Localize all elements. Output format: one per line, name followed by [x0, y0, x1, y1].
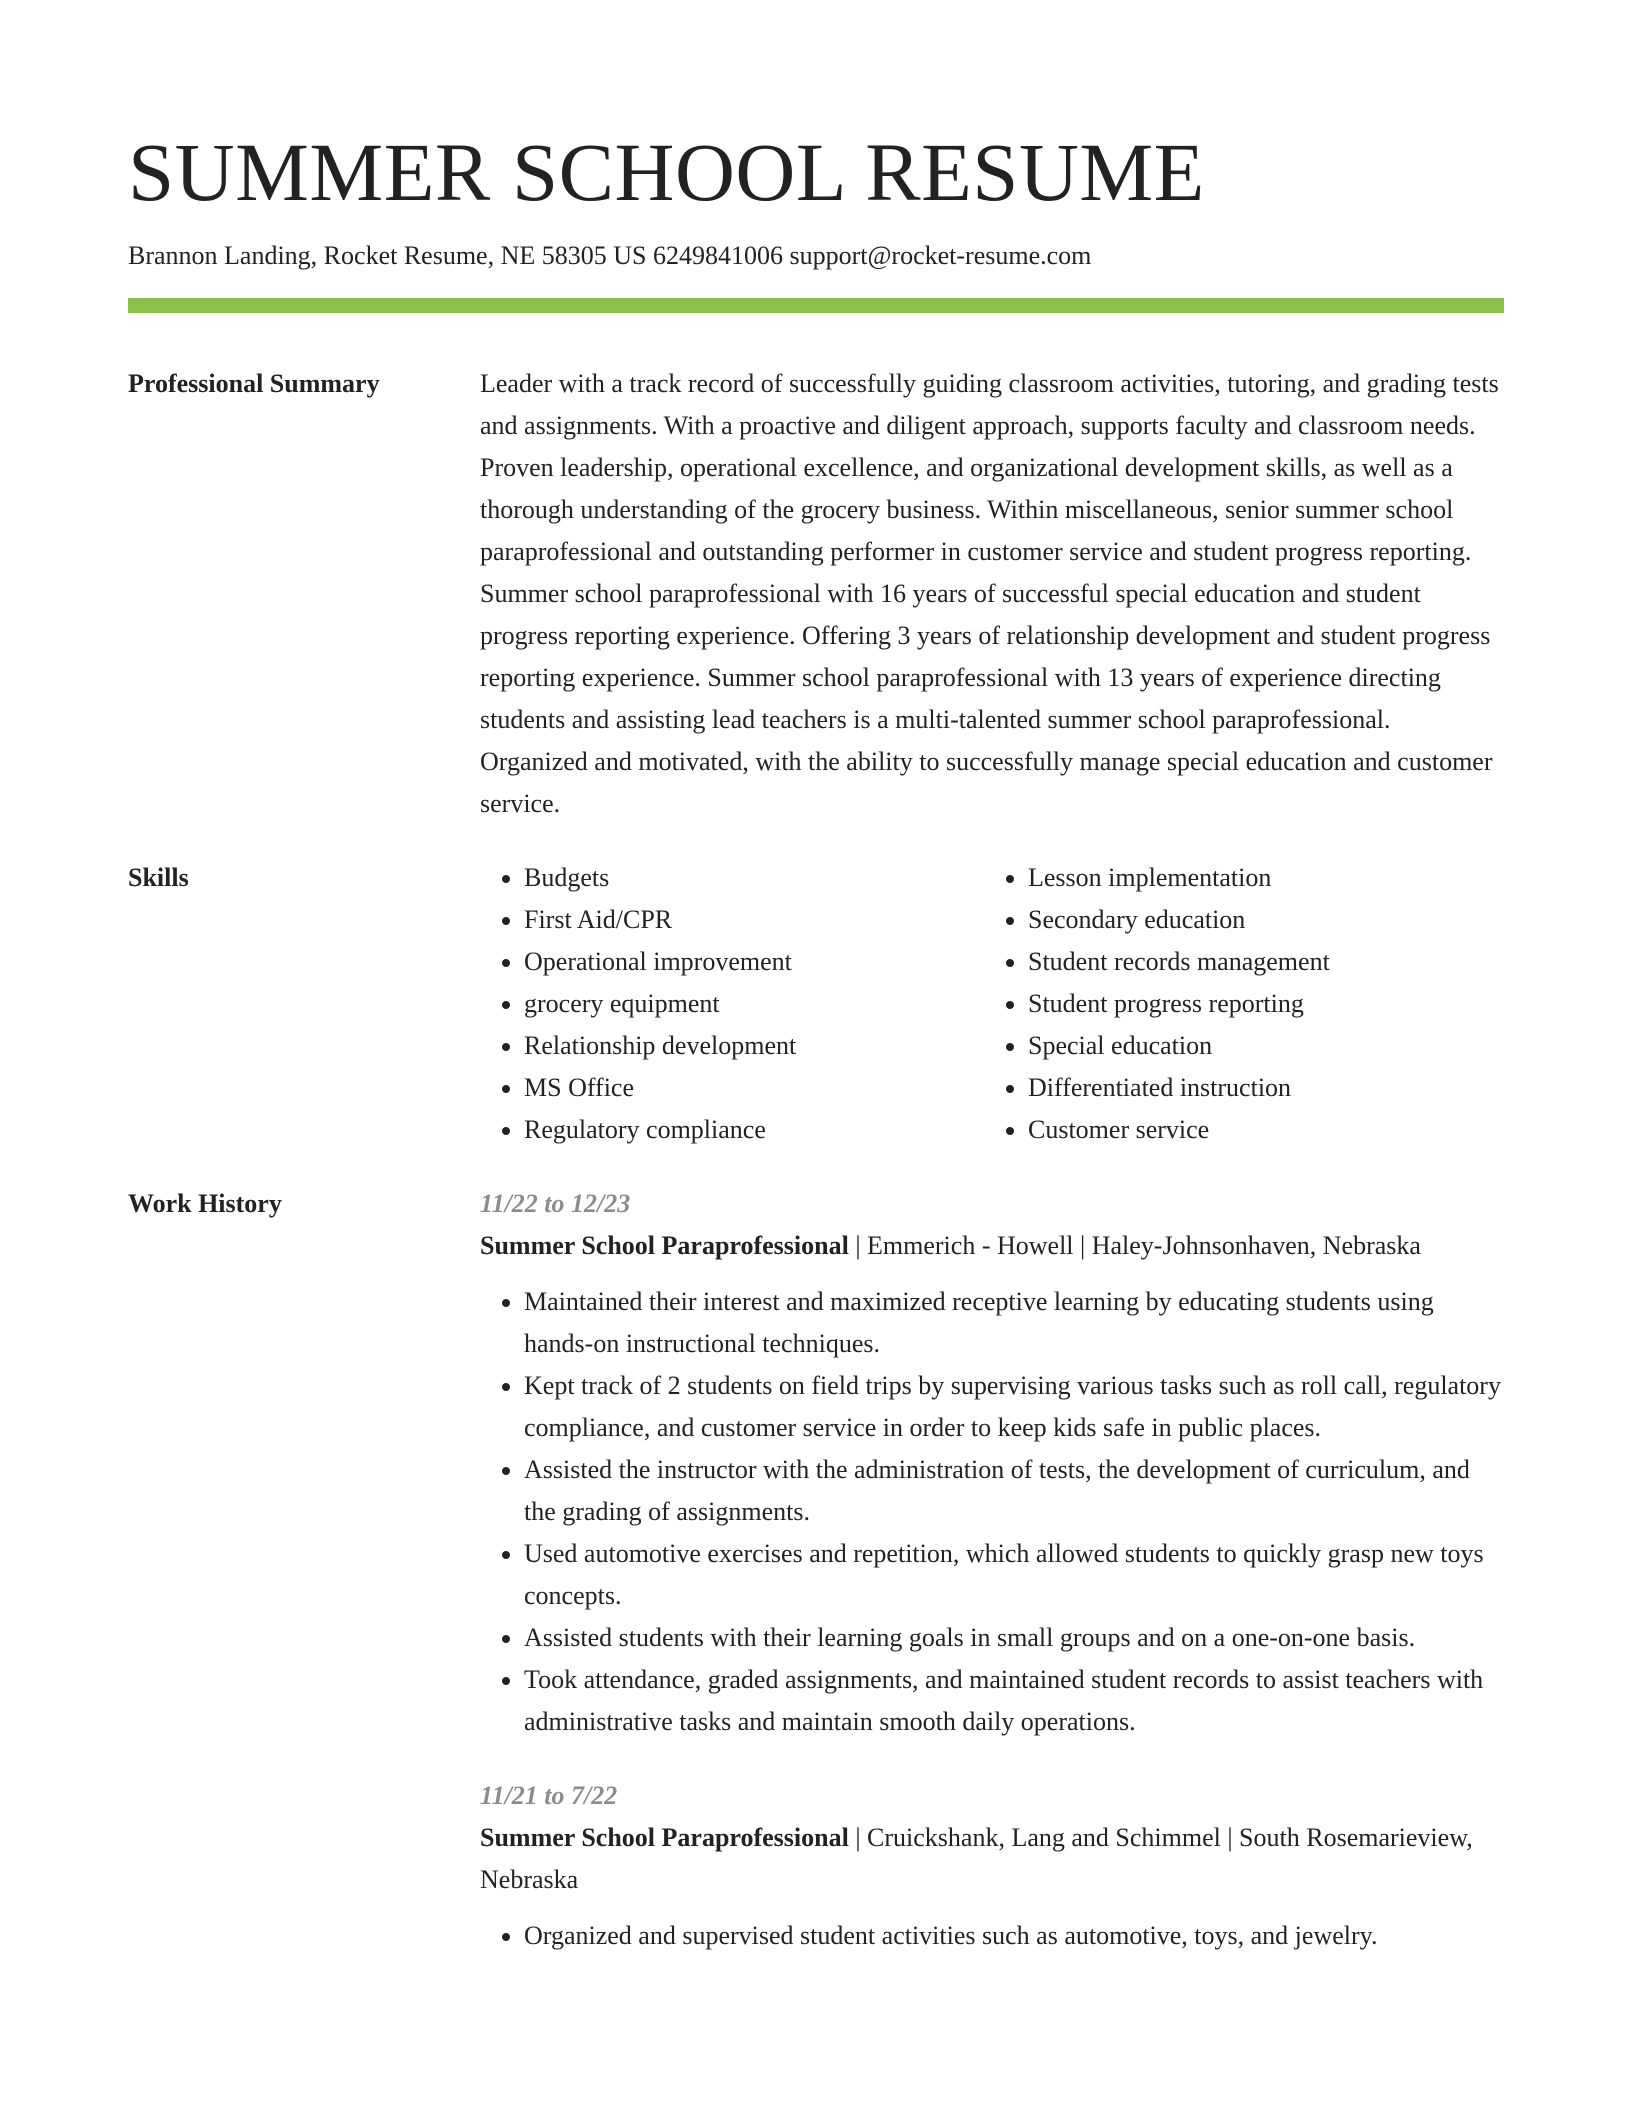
skill-item: • Customer service [1028, 1109, 1488, 1151]
job-dates: 11/21 to 7/22 [480, 1781, 618, 1810]
skill-item: • grocery equipment [524, 983, 984, 1025]
resume-page [128, 0, 1504, 1957]
professional-summary-section [128, 363, 1504, 825]
job-bullet: • Assisted students with their learning goals in small groups and on a one-on-one basis. [524, 1617, 1504, 1659]
section-label-work-history: Work History [128, 1189, 282, 1218]
job-bullet: • Took attendance, graded assignments, and maintained student records to assist teachers with administrative tasks and maintain smooth daily operations. [524, 1659, 1504, 1743]
skills-list-left [480, 857, 984, 1151]
job-title: Summer School Paraprofessional [480, 1823, 849, 1852]
accent-divider [128, 298, 1504, 313]
professional-summary-body [480, 363, 1504, 825]
summary-text: Leader with a track record of successfully guiding classroom activities, tutoring, and grading tests and assignments. With a proactive and diligent approach, supports faculty and classroom needs. Proven leadership, operational excellence, and organizational development skills, as well as a thorough understanding of the grocery business. Within miscellaneous, senior summer school paraprofessional and outstanding performer in customer service and student progress reporting. Summer school paraprofessional with 16 years of successful special education and student progress reporting experience. Offering 3 years of relationship development and student progress reporting experience. Summer school paraprofessional with 13 years of experience directing students and assisting lead teachers is a multi-talented summer school paraprofessional. Organized and motivated, with the ability to successfully manage special education and customer service. [480, 369, 1499, 818]
job-bullet-list [480, 1281, 1504, 1743]
job-role-line [480, 1225, 1504, 1267]
job-bullet: • Assisted the instructor with the administration of tests, the development of curriculum, and the grading of assignments. [524, 1449, 1504, 1533]
job-bullet: • Maintained their interest and maximized receptive learning by educating students using hands-on instructional techniques. [524, 1281, 1504, 1365]
skill-item: • Lesson implementation [1028, 857, 1488, 899]
skill-item: • Student progress reporting [1028, 983, 1488, 1025]
job-bullet-list [480, 1915, 1504, 1957]
job-dates: 11/22 to 12/23 [480, 1189, 631, 1218]
job-entry [480, 1775, 1504, 1957]
job-entry [480, 1183, 1504, 1743]
job-employer-location: | Cruickshank, Lang and Schimmel | South Rosemarieview, Nebraska [480, 1823, 1473, 1894]
job-bullet: • Kept track of 2 students on field trips by supervising various tasks such as roll call, regulatory compliance, and customer service in order to keep kids safe in public places. [524, 1365, 1504, 1449]
section-label-skills: Skills [128, 863, 189, 892]
section-label-professional-summary: Professional Summary [128, 369, 380, 398]
job-title: Summer School Paraprofessional [480, 1231, 849, 1260]
skill-item: • Secondary education [1028, 899, 1488, 941]
job-bullet: • Organized and supervised student activities such as automotive, toys, and jewelry. [524, 1915, 1504, 1957]
resume-title: SUMMER SCHOOL RESUME [128, 126, 1205, 218]
skill-item: • MS Office [524, 1067, 984, 1109]
skill-item: • Relationship development [524, 1025, 984, 1067]
skill-item: • First Aid/CPR [524, 899, 984, 941]
skill-item: • Differentiated instruction [1028, 1067, 1488, 1109]
contact-line: Brannon Landing, Rocket Resume, NE 58305 US 6249841006 support@rocket-resume.com [128, 241, 1092, 270]
skill-item: • Student records management [1028, 941, 1488, 983]
job-bullet: • Used automotive exercises and repetition, which allowed students to quickly grasp new toys concepts. [524, 1533, 1504, 1617]
job-employer-location: | Emmerich - Howell | Haley-Johnsonhaven, Nebraska [848, 1231, 1421, 1260]
skills-section [128, 857, 1504, 1151]
skills-body [480, 857, 1504, 1151]
skill-item: • Budgets [524, 857, 984, 899]
job-role-line [480, 1817, 1504, 1901]
skill-item: • Special education [1028, 1025, 1488, 1067]
skill-item: • Regulatory compliance [524, 1109, 984, 1151]
skill-item: • Operational improvement [524, 941, 984, 983]
work-history-body [480, 1183, 1504, 1957]
work-history-section [128, 1183, 1504, 1957]
skills-list-right [984, 857, 1488, 1151]
